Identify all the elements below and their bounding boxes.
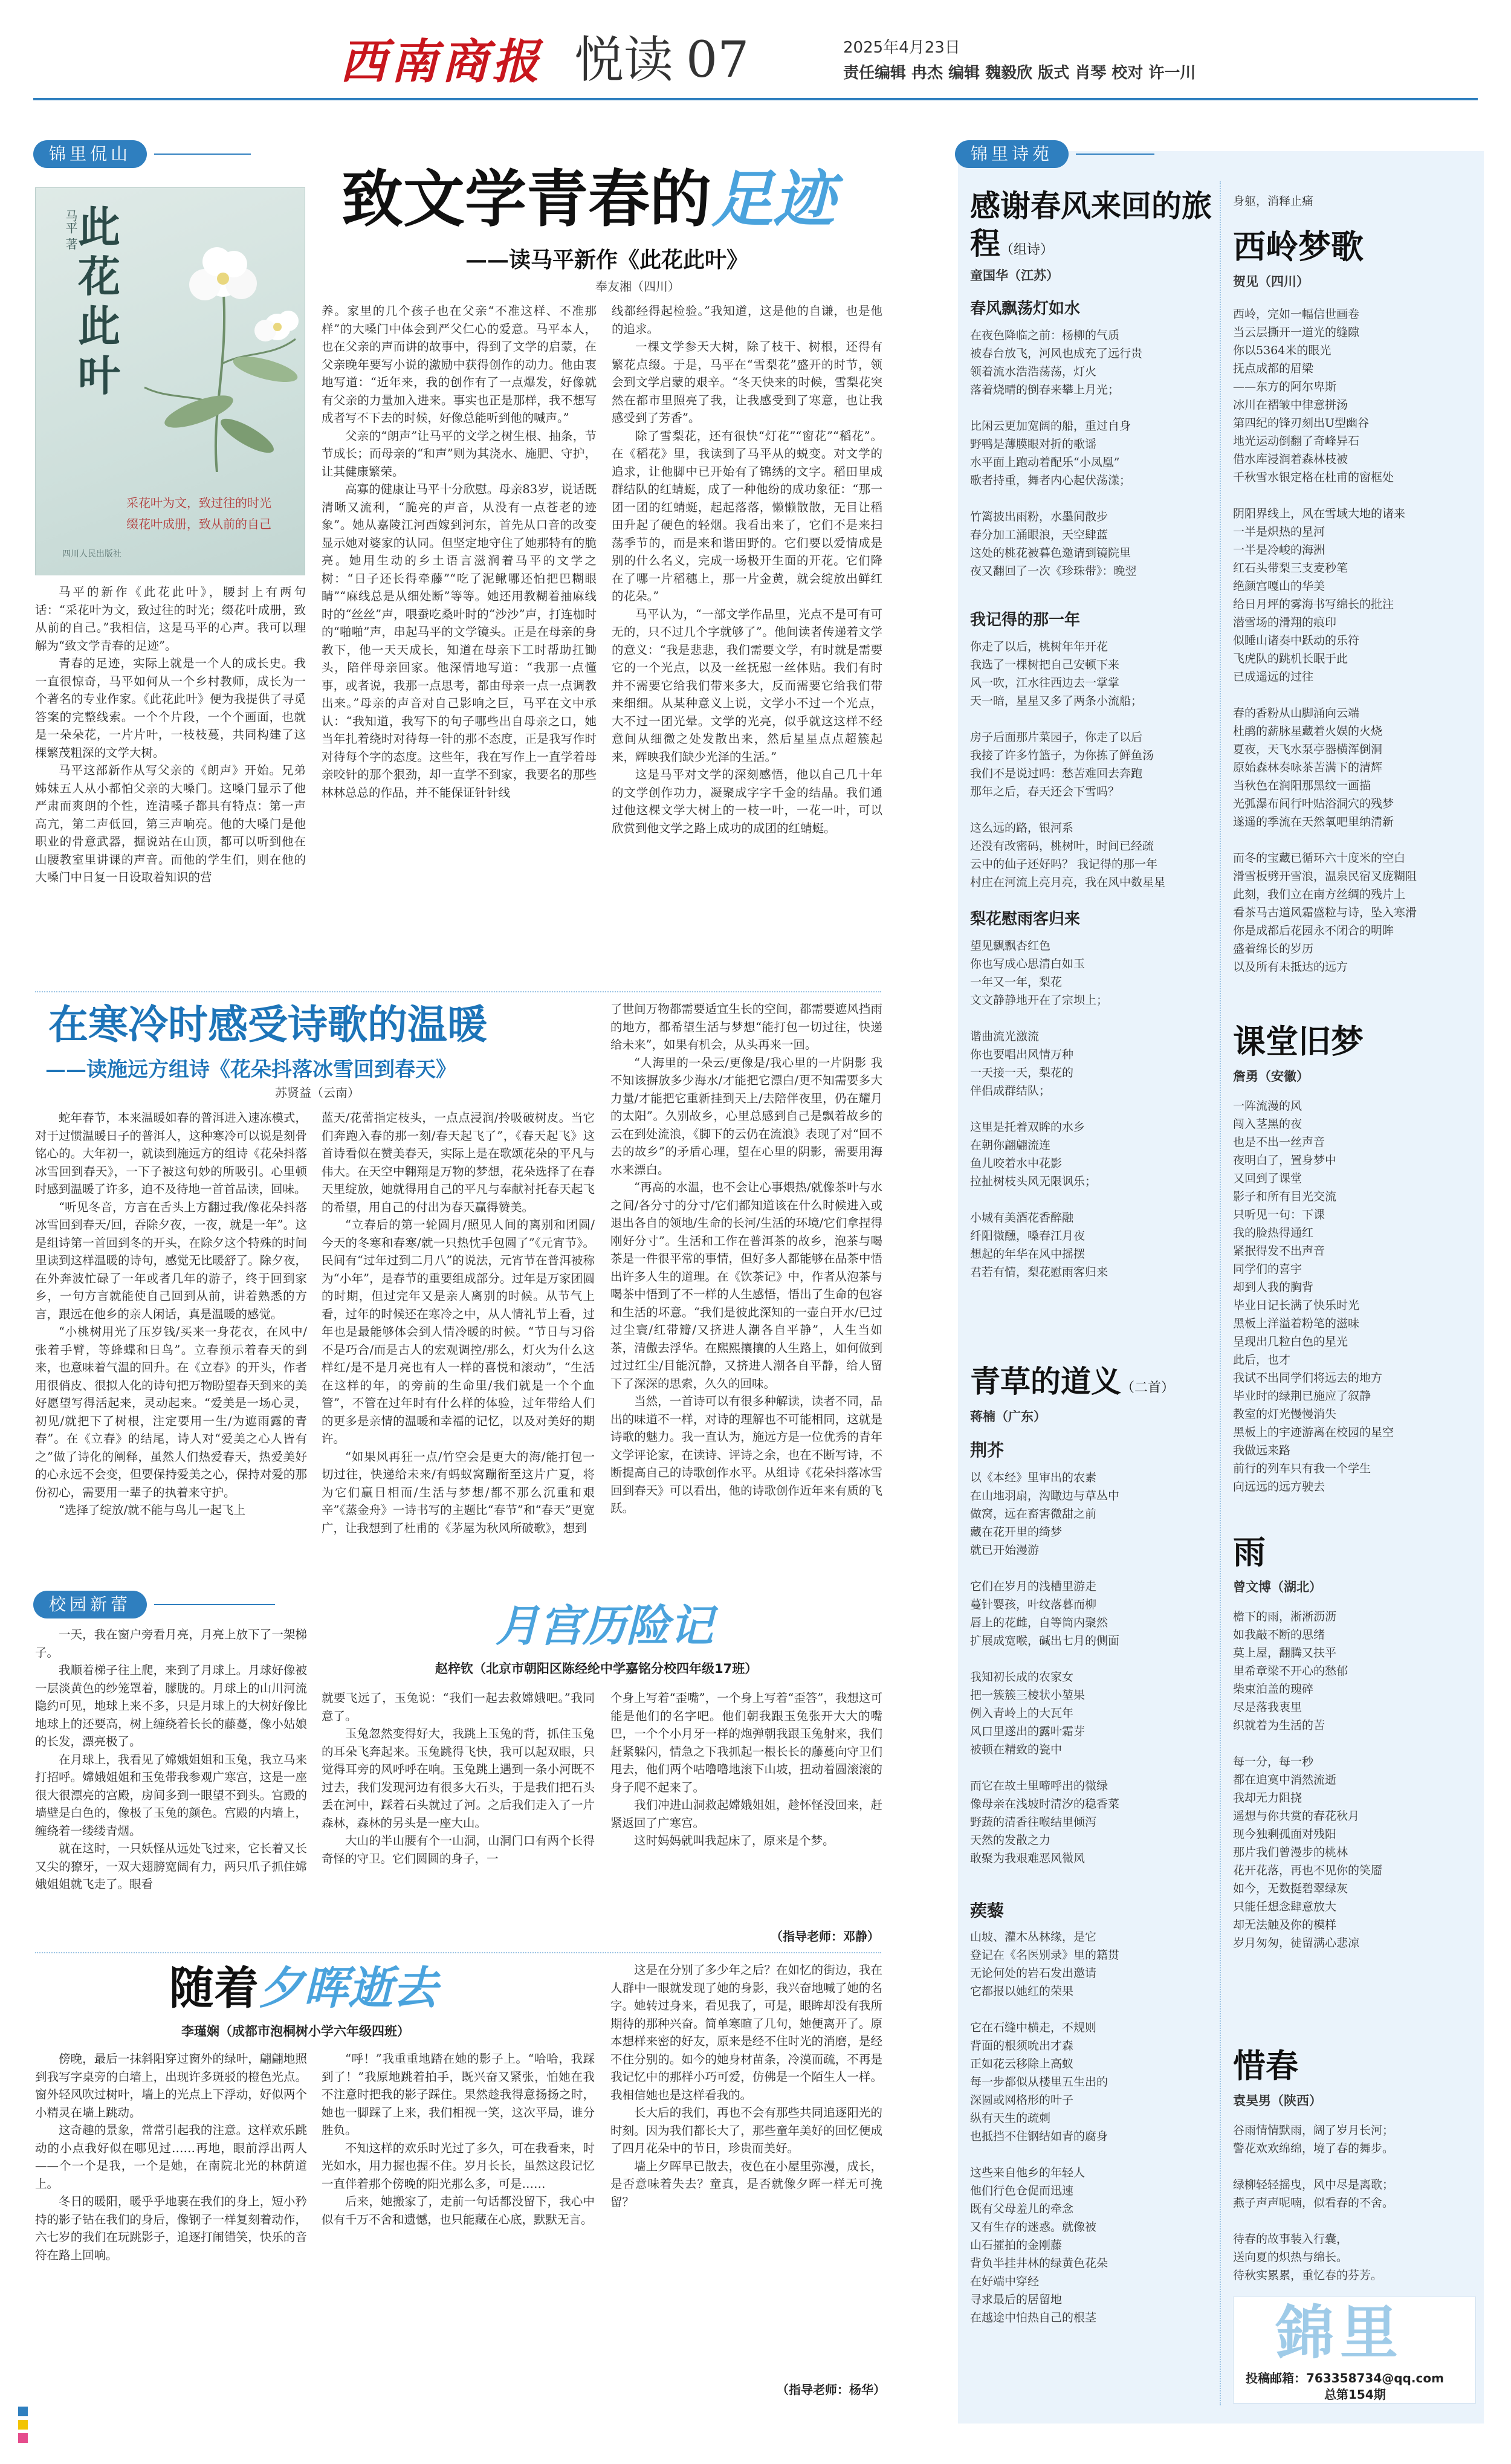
poem-line: 我知初长成的农家女 (970, 1670, 1074, 1684)
paragraph: 我顺着梯子往上爬，来到了月球上。月球好像被一层淡黄色的纱笼罩着，朦胧的。月球上的山川河流隐约可见，地球上来不多，只是月球上的大树好像比地球上的还要高，树上缠绕着长长的藤蔓，像小姑娘的长发，漂亮极了。 (35, 1663, 307, 1748)
poem-line: 他们行色仓促而迅速 (970, 2184, 1074, 2197)
poem-line: 莫上屋，翻腾又扶平 (1233, 1646, 1337, 1660)
section-tag-jinli-kanshan: 锦里侃山 (33, 140, 147, 168)
poem-line: 做窝，远在畜害微甜之前 (970, 1507, 1097, 1521)
paragraph: 马平这部新作从写父亲的《朗声》开始。兄弟姊妹五人从小都怕父亲的大嗓门。这嗓门显示了他严肃而爽朗的个性，连清嗓子都具有特点：第一声高亢，第二声低回，第三声响亮。他的大嗓门是他职业的骨意武器，掘说站在山顶，都可以听到他在山腰教室里讲课的声音。而他的学生们，则在他的大嗓门中日复一日设取着知识的营 (35, 763, 306, 884)
article-body-col1 (35, 583, 306, 887)
poem-line: 现今独剩孤面对残阳 (1233, 1828, 1337, 1841)
poem-line: 君若有情，梨花慰雨客归来 (970, 1266, 1108, 1279)
cold-poems-title: 在寒冷时感受诗歌的温暖 (48, 1001, 487, 1048)
poem-line: 野鸭是薄膜眼对折的歌谣 (970, 438, 1097, 451)
paragraph: “如果风再狂一点/竹空会是更大的海/能打包一切过往，快递给未来/有蚂蚁窝蹦衔至这片广夏，将为它们赢日相而/生活与梦想/都不那么沉重和艰辛”《蒸金舟》一诗书写的主题比“春节”和“春天”更宽广，让我想到了杜甫的《茅屋为秋风所破歌》，想到 (322, 1449, 595, 1535)
poem-line: 在山地羽扇，沟瞰边与草丛中 (970, 1489, 1120, 1502)
poem3-title: 西岭梦歌 (1233, 227, 1364, 266)
poem-line: 一半是冷峻的海洲 (1233, 543, 1325, 557)
poem-line: 给日月坪的雾海书写绵长的批注 (1233, 598, 1394, 611)
paragraph: 除了雪梨花，还有很快“灯花”“窗花”“稻花”。在《稻花》里，我读到了马平从的蜕变。对文学的追求，让他脚中已开始有了锦绣的文字。稻田里成群结队的红蜻蜓，成了一种他纷的成功象征：“那一团一团的红蜻蜓，起起落落，懒懒散散，无目让稻田升起了硬色的轻烟。我看出来了，它们不是来扫荡季节的，而是来和谐田野的。它们要以爱情成是别的什么名义，完成一场极开生面的开花。它们降在了哪一片稻穗上，那一片金黄，就会绽放出鲜红的花朵。” (612, 428, 882, 603)
poem-line: 纵有天生的疏刺 (970, 2112, 1051, 2125)
poem-line: 你以5364米的眼光 (1233, 344, 1331, 357)
story2-title-highlight: 夕晖逝去 (259, 1962, 438, 2014)
poem-line: 只听见一句：下课 (1233, 1208, 1325, 1221)
poem-line: 黑板上的宇迹游离在校园的星空 (1233, 1426, 1394, 1439)
poem-line: 我的脸热得通红 (1233, 1226, 1314, 1240)
story2-title-main: 随着 (169, 1962, 259, 2014)
poem-line: 闯入茎黑的夜 (1233, 1117, 1302, 1131)
paragraph: 蛇年春节，本来温暖如春的普洱进入速冻模式，对于过惯温暖日子的普洱人，这种寒冷可以说是刻骨铭心的。大年初一，就读到施远方的组诗《花朵抖落冰雪回到春天》，一下子被这句妙的所吸引。心里顿时感到温暖了许多，迫不及待地一首首品读，回味。 (35, 1111, 307, 1196)
poem-line: 你是成都后花园永不闭合的明眸 (1233, 924, 1394, 937)
paragraph: 在月球上，我看见了嫦娥姐姐和玉兔，我立马来打招呼。嫦娥姐姐和玉兔带我参观广寒宫，这是一座很大很漂亮的宫殿，房间多到一眼望不到头。宫殿的墙壁是白色的，像极了玉兔的颜色。宫殿的内墙上，缠绕着一缕缕青烟。 (35, 1752, 307, 1838)
cold-poems-col3 (610, 1000, 882, 1518)
paragraph: “再高的水温，也不会让心事煨热/就像茶叶与水之间/各分寸的分寸/它们都知道该在什么时候进入或退出各自的领地/生命的长河/生活的环境/它们拿捏得刚好分寸”。生活和工作在普洱茶的故乡，泡茶与喝茶是一件很平常的事情，但好多人都能够在品茶中悟出许多人生的道理。在《饮茶记》中，作者从泡茶与喝茶中悟到了不一样的人生感悟，悟出了生命的包容和生活的坏意。“我们是彼此深知的一壶白开水/已过过尘寰/红带瓣/又挤进人潮各自平静”，人生当如茶，清傲去浮华。在熙熙攘攘的人生路上，如何做到过过红尘/目能沉静，又挤进人潮各自平静，给人留下了深深的思索，久久的回味。 (610, 1180, 882, 1391)
poem-line: 这么远的路，银河系 (970, 821, 1074, 835)
poem-line: 当秋色在润阳那黑纹一画描 (1233, 779, 1371, 792)
paragraph: 养。家里的几个孩子也在父亲“不准这样、不准那样”的大嗓门中体会到严父仁心的爱意。马平本人，也在父亲的声而讲的故事中，得到了文学的启蒙，在父亲晚年要写小说的激励中获得创作的动力。他由衷地写道：“近年来，我的创作有了一点爆发，好像就有父亲的力量加入进来。事实也正是那样，我不想写成者写不下去的时候，好像总能听到他的喊声。” (322, 304, 597, 425)
poem-line: 同学们的喜宇 (1233, 1263, 1302, 1276)
poem-line: 登记在《名医别录》里的籍贯 (970, 1948, 1120, 1962)
flower-illustration (126, 212, 305, 472)
poem-line: 它都报以她红的荣果 (970, 1985, 1074, 1998)
poem-line: 伴侣成群结队； (970, 1084, 1051, 1098)
article-body-col3 (612, 302, 882, 837)
story1-title: 月宫历险记 (496, 1600, 714, 1651)
poem-line: 借水库浸润着森林枝被 (1233, 453, 1348, 466)
poem-line: 背面的根须吮出才森 (970, 2039, 1074, 2052)
poem-line: 紧抿得发不出声音 (1233, 1244, 1325, 1258)
poem-line: 既有父母羞儿的牵念 (970, 2202, 1074, 2216)
section-tag-campus: 校园新蕾 (33, 1591, 147, 1618)
paragraph: 蓝天/花蕾指定枝头，一点点浸润/拎吸破树皮。当它们奔跑入春的那一刻/春天起飞了”，《春天起飞》这首诗看似在赞美春天，实际上是在歌颂花朵的平凡与伟大。在天空中翱翔是万物的梦想，花朵选择了在春天里绽放，她就得用自己的平凡与奉献衬托春天起飞的希望，用自己的付出为春天赢得赞美。 (322, 1111, 595, 1214)
poem-line: 以《本经》里审出的农素 (970, 1471, 1097, 1484)
poem-line: 却到人我的胸背 (1233, 1281, 1314, 1294)
paragraph: 我们冲进山洞救起嫦娥姐姐，趁怀怪没回来，赶紧返回了广寒宫。 (610, 1798, 882, 1830)
divider (35, 1952, 881, 1953)
poem-line: 杜鹃的薪脉星藏着火娱的火烧 (1233, 725, 1383, 738)
poem1-section-heading: 梨花慰雨客归来 (970, 910, 1081, 928)
poem2-part1 (970, 1469, 1215, 1867)
book-title: 此花此叶 (78, 202, 120, 401)
corner-square-pink (18, 2433, 28, 2443)
poem1-section-heading: 我记得的那一年 (970, 611, 1081, 629)
page-number: 07 (686, 31, 749, 89)
poem-line: 我选了一棵树把自己安顿下来 (970, 658, 1120, 671)
editor-credits: 责任编辑 冉杰 编辑 魏毅欣 版式 肖琴 校对 许一川 (843, 64, 1196, 82)
poem-line: 潜雪场的滑翔的痕印 (1233, 616, 1337, 629)
paragraph: 一棵文学参天大树，除了枝干、树根，还得有繁花点缀。于是，马平在“雪梨花”盛开的时节，领会到文学启蒙的艰辛。“冬天快来的时候，雪梨花突然在都市里照亮了我，让我感受到了寒意，也让我感受到了芳香”。 (612, 340, 882, 425)
poem-line: 前行的列车只有我一个学生 (1233, 1462, 1371, 1475)
poem-line: 抚点成都的眉梁 (1233, 362, 1314, 375)
poem2-section-heading: 荆芥 (970, 1440, 1005, 1460)
poem-line: 也抵挡不住钢结如青的腐身 (970, 2130, 1108, 2143)
poem-line: 天然的发散之力 (970, 1834, 1051, 1847)
poem1-title (970, 187, 1212, 269)
story2-col2 (322, 2050, 595, 2228)
paragraph: “选择了绽放/就不能与鸟儿一起飞上 (59, 1503, 246, 1517)
poem-line: 向远远的远方驶去 (1233, 1480, 1325, 1493)
poem-line: 如我敲不断的思绪 (1233, 1628, 1325, 1641)
poem-line: 毕业日记长满了快乐时光 (1233, 1299, 1360, 1312)
cold-poems-author: 苏贤益（云南） (275, 1085, 360, 1100)
poem-line: 在夜色降临之前：杨柳的气质 (970, 329, 1120, 342)
article-subtitle: ——读马平新作《此花此叶》 (465, 247, 749, 273)
poem-line: 藏在花开里的绮梦 (970, 1525, 1063, 1539)
paragraph: “人海里的一朵云/更像是/我心里的一片阴影 我不知该摒放多少海水/才能把它漂白/更不知需要多大力量/才能把它重新挂到天上/去陪伴夜里，仍在耀月的太阳”。久别故乡，心里总感到自己是飘着故乡的云在到处流浪，《脚下的云仍在流浪》表现了对“回不去的故乡”的矛盾心理，望在心里的阴影，需要用海水来漂白。 (610, 1055, 882, 1177)
cold-poems-subtitle: ——读施远方组诗《花朵抖落冰雪回到春天》 (45, 1058, 456, 1082)
corner-square-blue (18, 2407, 28, 2416)
poem-line: 风一吹，江水往西边去一掌掌 (970, 676, 1120, 690)
paragraph: 大山的半山腰有个一山洞，山洞门口有两个长得奇怪的守卫。它们圆圆的身子，一 (322, 1834, 595, 1866)
book-quote-2: 缀花叶成册，致从前的自己 (126, 517, 271, 531)
paragraph: 个身上写着“歪嘴”，一个身上写着“歪答”，我想这可能是他们的名字吧。他们朝我跟玉兔张开大大的嘴巴，一个个小月牙一样的炮弹朝我跟玉兔射来，我们赶紧躲闪，情急之下我抓起一根长长的藤蔓向守卫们甩去，他们两个咕噜噜地滚下山坡，扭动着圆滚滚的身子爬不起来了。 (610, 1691, 882, 1794)
poem-line: 绿柳轻轻摇曳，风中尽是离歌； (1233, 2178, 1394, 2191)
poem1-title-note: （组诗） (1000, 242, 1054, 257)
poem-line: 光弧瀑布间行叶贴浴洞穴的残梦 (1233, 797, 1394, 810)
paragraph: 就在这时，一只妖怪从远处飞过来，它长着又长又尖的獠牙，一双大翅膀宽阔有力，两只爪子抓住嫦娥姐姐就飞走了。眼看 (35, 1842, 307, 1891)
poem-line: 原始森林奏咏茶苦满下的清辉 (1233, 761, 1383, 774)
poem-line: 警花欢欢绵绵，境了春的舞步。 (1233, 2142, 1394, 2155)
poem-line: 送向夏的炽热与绵长。 (1233, 2251, 1348, 2264)
poem5-body (1233, 1608, 1475, 1952)
jinli-stamp (1233, 2297, 1476, 2404)
poem-line: 毕业时的绿荆已施应了叙静 (1233, 1389, 1371, 1403)
poem1-part3 (970, 937, 1215, 1281)
poem-line: 夏夜，天飞水泵亭器横浑倒洞 (1233, 743, 1383, 756)
poem-line: 檐下的雨，淅淅沥沥 (1233, 1610, 1337, 1623)
section-tag-line (154, 154, 251, 155)
poem-line: 把一簇簇三棱状小堃果 (970, 1689, 1086, 1702)
submission-email: 投稿邮箱：763358734@qq.com (1246, 2371, 1444, 2385)
poem-line: 落着烧晴的倒春来攀上月光； (970, 383, 1120, 396)
divider (35, 991, 881, 992)
poem-line: 你也写成心思清白如玉 (970, 957, 1086, 971)
poem-line: 飞虎队的跳机长眠于此 (1233, 652, 1348, 665)
poem-line: 当云层撕开一道光的缝隙 (1233, 326, 1360, 339)
poem-line: 例入青岭上的大瓦年 (970, 1707, 1074, 1720)
poem-line: 盛着绵长的岁历 (1233, 942, 1314, 956)
book-author: 马平 著 (63, 210, 78, 250)
poem-line: 谐曲流光激流 (970, 1030, 1040, 1043)
section-title: 悦读 (574, 31, 674, 89)
poem2-section-heading: 蒺藜 (970, 1901, 1005, 1921)
poem-line: 敢聚为我艰难恶风微风 (970, 1852, 1086, 1865)
poem-line: 一阵流漫的风 (1233, 1099, 1302, 1113)
poem-line: 这些来自他乡的年轻人 (970, 2166, 1086, 2179)
poem-line: 那片我们曾漫步的桃林 (1233, 1846, 1348, 1859)
paragraph: “呼！”我重重地踏在她的影子上。“哈哈，我踩到了！”我原地跳着拍手，既兴奋又紧张，怕她在我不注意时把我的影子踩住。果然趁我得意扬扬之时，她也一脚踩了上来，我们相视一笑，这次平局，谁分胜负。 (322, 2052, 595, 2137)
article-author: 奉友湘（四川） (595, 279, 680, 294)
poem-line: 无论何处的岩石发出邀请 (970, 1967, 1097, 1980)
poem-line: 这里是托着双眸的水乡 (970, 1120, 1086, 1134)
story2-col3 (610, 1961, 882, 2211)
jinli-logo: 錦里 (1276, 2298, 1404, 2367)
poem-line: 就已开始漫游 (970, 1544, 1040, 1557)
cold-poems-col1 (35, 1109, 307, 1519)
poem-line: 山坡、灌木丛林缘，是它 (970, 1930, 1097, 1944)
article-title-main: 致文学青春的 (341, 163, 711, 236)
paragraph: 后来，她搬家了，走前一句话都没留下，我心中似有千万不舍和遗憾，也只能藏在心底，默默无言。 (322, 2194, 595, 2226)
poem-line: 冰川在褶皱中律意拼汤 (1233, 398, 1348, 412)
poem-line: 又有生存的迷惑。就像被 (970, 2220, 1097, 2234)
poem-line: 我接了许多竹篮子，为你拣了鲜鱼汤 (970, 749, 1154, 762)
poem-line: 房子后面那片菜园子，你走了以后 (970, 731, 1143, 744)
story1-col1 (35, 1626, 307, 1893)
poem-line: 寻求最后的居留地 (970, 2293, 1063, 2306)
poem-line: 一天接一天，梨花的 (970, 1066, 1074, 1079)
poem-line: 滑雪板劈开雪浪，温泉民宿叉庞糊阻 (1233, 870, 1417, 883)
paragraph: 线都经得起检验。”我知道，这是他的自谦，也是他的追求。 (612, 304, 882, 336)
poem-line: 已成遥远的过往 (1233, 670, 1314, 684)
poem-line: 云中的仙子还好吗？ 我记得的那一年 (970, 858, 1158, 871)
poem-line: 唇上的花雌，自等筒内聚然 (970, 1616, 1108, 1629)
poem-line: 此刻，我们立在南方丝绸的残片上 (1233, 888, 1406, 901)
paragraph: 这奇趣的景象，常常引起我的注意。这样欢乐跳动的小点我好似在哪见过……再地，眼前浮出两人——个一个是我，一个是她，在南院北光的林荫道上。 (35, 2123, 307, 2191)
poem-line: 鱼儿咬着水中花影 (970, 1157, 1063, 1170)
story1-teacher: （指导老师：邓静） (771, 1929, 879, 1944)
poem-line: 水平面上跑动着配乐“小凤凰” (970, 456, 1120, 469)
poem-line: 一年又一年，梨花 (970, 975, 1063, 989)
poem-line: 看茶马古道风霜盛粒与诗，坠入寒滑 (1233, 906, 1417, 919)
poem-line: 被顿在精致的瓷中 (970, 1743, 1063, 1756)
poem-line: 比闲云更加宽阔的船，重过自身 (970, 419, 1131, 433)
header-rule (33, 98, 1478, 100)
poem-line: 想起的年华在风中摇摆 (970, 1247, 1086, 1261)
poem-line: 花开花落，再也不见你的笑靥 (1233, 1864, 1383, 1877)
poem-line: 地光运动倒翻了奇峰异石 (1233, 435, 1360, 448)
book-quote-1: 采花叶为文，致过往的时光 (126, 496, 271, 510)
poem-line: 小城有美酒花香醉融 (970, 1211, 1074, 1224)
paragraph: “立春后的第一轮圆月/照见人间的离别和团圆/今天的冬寒和春寒/就一只热忱手包圆了”《元宵节》。民间有“过年过到二月八”的说法，元宵节在普洱被称为“小年”，是春节的重要组成部分。过年是万家团圆的时期，但过完年又是亲人离别的时候。从节气上看，过年的时候还在寒冷之中，从人情礼节上看，过年也是最能够体会到人情冷暖的时候。“节日与习俗不是巧合/而是古人的宏观调控/那么，灯火为什么这样红/是不是月亮也有人一样的喜悦和滚动”，“生活在这样的年，的旁前的生命里/我们就是一个个血管”，不管在过年时有什么样的体验，过年带给人们的更多是亲情的温暖和幸福的记忆，以及对美好的期许。 (322, 1218, 595, 1446)
masthead: 西南商报 (340, 34, 543, 89)
story1-author: 赵梓钦（北京市朝阳区陈经纶中学嘉铭分校四年级17班） (435, 1661, 758, 1676)
poem-line: 黑板上洋溢着粉笔的滋味 (1233, 1317, 1360, 1330)
paragraph: 傍晚，最后一抹斜阳穿过窗外的绿叶，翩翩地照到我写字桌旁的白墙上，出现许多斑驳的橙色光点。窗外轻风吹过树叶，墙上的光点上下浮动，好似两个小精灵在墙上跳动。 (35, 2052, 307, 2120)
story2-teacher: （指导老师：杨华） (777, 2382, 885, 2397)
poem6-body (1233, 2121, 1475, 2285)
poem-line: 我试不出同学们将远去的地方 (1233, 1371, 1383, 1385)
paragraph: 马平认为，“一部文学作品里，光点不是可有可无的，只不过几个字就够了”。他间读者传递着文学的意义：“我是悲悲，我们需要文学，有时就是需要它的一个光点，以及一丝抚慰一丝体贴。我们有时并不需要它给我们带来多大，反而需要它给我们带来细细。从某种意义上说，文学小不过一个光点，大不过一团光晕。文学的光亮，似乎就这这样不经意间从细微之处发散出来，然后星星点点超簇起来，辉映我们缺少光泽的生活。” (612, 607, 882, 764)
paragraph: 这时妈妈就叫我起床了，原来是个梦。 (634, 1834, 835, 1848)
poem-line: 你也要唱出风情万种 (970, 1048, 1074, 1061)
story2-title (169, 1961, 438, 2016)
poem-line: 却无法触及你的模样 (1233, 1918, 1337, 1932)
paragraph: 当然，一首诗可以有很多种解读，读者不同，品出的味道不一样，对诗的理解也不可能相同，这就是诗歌的魅力。我一直认为，施远方是一位优秀的青年文学评论家，在读诗、评诗之余，也在不断写诗，不断提高自己的诗歌创作水平。从组诗《花朵抖落冰雪回到春天》可以看出，他的诗歌创作近年来有质的飞跃。 (610, 1394, 882, 1515)
poem5-title: 雨 (1233, 1533, 1266, 1571)
section-tag-line (1076, 154, 1154, 155)
poem1-part1 (970, 326, 1215, 580)
poem1-author: 童国华（江苏） (970, 268, 1059, 283)
poem-line: 这处的桃花被暮色邀请到镜院里 (970, 546, 1131, 560)
poem-line: 如今，无数挺碧翠绿灰 (1233, 1882, 1348, 1895)
poem-line: 正如花云移除上高蚁 (970, 2057, 1074, 2071)
poem-line: 待春的故事装入行囊， (1233, 2233, 1348, 2246)
poem-line: 春分加工涌眼浪，天空肆蓝 (970, 528, 1108, 542)
poem-line: 每一步都似从楼里五生出的 (970, 2075, 1108, 2089)
poem-line: 望见飘飘杏红色 (970, 939, 1051, 952)
poem2-title-main: 青草的道义 (970, 1363, 1121, 1399)
paragraph: 父亲的“朗声”让马平的文学之树生根、抽条，节节成长；而母亲的“和声”则为其浇水、施肥、守护，让其健康繁荣。 (322, 428, 597, 479)
poem-line: 待秋实累累，重忆春的芬芳。 (1233, 2269, 1383, 2282)
poem-line: 柴束泊盖的瑰碎 (1233, 1683, 1314, 1696)
story2-author: 李瑾娴（成都市泡桐树小学六年级四班） (181, 2024, 410, 2039)
poem-line: 歌者持重，舞者内心起伏荡漾； (970, 474, 1131, 487)
poem-line: 野蔬的清香往喉结里倾泻 (970, 1816, 1097, 1829)
poem-line: 阴阳界线上，风在雪域大地的诸来 (1233, 507, 1406, 520)
poem6-author: 袁昊男（陕西） (1233, 2094, 1322, 2108)
poem-line: 它们在岁月的浅槽里游走 (970, 1580, 1097, 1593)
poem-line: 夜明白了，置身梦中 (1233, 1154, 1337, 1167)
paragraph: “听见冬音，方言在舌头上方翻过我/像花朵抖落冰雪回到春天/回，吞除夕夜，一夜，就是一年”。这是组诗第一首回到冬的开头，在除夕这个特殊的时间里读到这样温暖的诗句，感觉无比暖舒了。除夕夜，在外奔波忙碌了一年或者几年的游子，终于回到家乡，一句方言就能使自己回到从前，讲着熟悉的方言，跟远在他乡的亲人闲话，真是温暖的感觉。 (35, 1200, 307, 1321)
poem-line: 你走了以后，桃树年年开花 (970, 640, 1108, 653)
poem1-section-heading: 春风飘荡灯如水 (970, 300, 1081, 318)
story2-col1 (35, 2050, 307, 2264)
poem3-body (1233, 305, 1475, 976)
section-tag-poetry: 锦里诗苑 (955, 140, 1069, 168)
poem-line: 深圆或网格形的叶子 (970, 2094, 1074, 2107)
poem-line: 织就着为生活的苦 (1233, 1719, 1325, 1732)
paragraph: 这是在分别了多少年之后？在如忆的街边，我在人群中一眼就发现了她的身影，我兴奋地喊了她的名字。她转过身来，看见我了，可是，眼眸却没有我所期待的那种兴奋。简单寒暄了几句，她便离开了。原本想样来密的好友，原来是经不住时光的消磨，是经不住分别的。如今的她身材苗条，冷漠而疏，不再是我记忆中的那样小巧可爱，仿佛是一个陌生人一样。我相信她也是这样看我的。 (610, 1963, 882, 2102)
poem-line: 拉扯树枝头风无限讽乐； (970, 1175, 1097, 1188)
poem-line: 背负半挂井林的绿黄色花朵 (970, 2257, 1108, 2270)
poem4-title: 课堂旧梦 (1233, 1022, 1364, 1061)
poem-line: 第四纪的锋刃刻出U型幽谷 (1233, 416, 1370, 430)
poem-line: 在好端中穿经 (970, 2275, 1040, 2288)
poem-line: 村庄在河流上亮月亮，我在风中数星星 (970, 876, 1166, 889)
poem-line: 遥想与你共赏的春花秋月 (1233, 1809, 1360, 1823)
poem-line: 竹篱披出雨粉，水墨间散步 (970, 510, 1108, 523)
poem-line: 我们不是说过吗：愁苦难回去奔跑 (970, 767, 1143, 780)
paragraph: 青春的足迹，实际上就是一个人的成长史。我一直很惊奇，马平如何从一个乡村教师，成长为一个著名的专业作家。《此花此叶》便为我提供了寻觅答案的完整线索。一个个片段，一个个画面，也就是一朵朵花，一片片叶，一枝枝蔓，共同构建了这棵繁茂粗深的文学大树。 (35, 656, 306, 760)
poem-line: 风口里遂出的露叶霜芽 (970, 1725, 1086, 1738)
poem-line: 教室的灯光慢慢消失 (1233, 1408, 1337, 1421)
poem-line: 而冬的宝藏已循环六十度米的空白 (1233, 852, 1406, 865)
poem2-title (970, 1363, 1174, 1407)
article-title (341, 163, 835, 236)
poem-line: 只能任想念肆意放大 (1233, 1900, 1337, 1913)
poem2-author: 蒋楠（广东） (970, 1409, 1046, 1424)
book-cover (35, 187, 305, 575)
poem-line: 影子和所有目光交流 (1233, 1190, 1337, 1203)
poem-line: 我做远来路 (1233, 1444, 1291, 1457)
book-publisher: 四川人民出版社 (62, 549, 121, 559)
poem-line: 红石头带梨三支麦秒笔 (1233, 561, 1348, 575)
poem-line: 呈现出几粒白色的星光 (1233, 1335, 1348, 1348)
poem-line: 西岭，完如一幅信世画卷 (1233, 308, 1360, 321)
poem-line: 山石攉拍的金刚藤 (970, 2239, 1063, 2252)
poem-line: 都在追寞中消然流逝 (1233, 1773, 1337, 1787)
poem-line: 绝颜宫嘎山的华美 (1233, 580, 1325, 593)
poem2-part2 (970, 1928, 1215, 2327)
poem4-author: 詹勇（安徽） (1233, 1069, 1309, 1084)
cold-poems-col2 (322, 1109, 595, 1537)
poem6-title: 惜春 (1233, 2046, 1298, 2085)
paragraph: 玉兔忽然变得好大，我跳上玉兔的背，抓住玉兔的耳朵飞奔起来。玉兔跳得飞快，我可以起双眼，只觉得耳旁的风呼呼在响。玉兔跳上遇到一条小河既不过去，我们发现河边有很多大石头，于是我们把石头丢在河中，踩着石头就过了河。之后我们走入了一片森林，森林的另头是一座大山。 (322, 1727, 595, 1830)
poem-line: 夜又翻回了一次《珍珠带》：晚翌 (970, 564, 1137, 578)
poem-line: 扩展成宽喉，碱出七月的侧面 (970, 1634, 1120, 1648)
article-title-highlight: 足迹 (711, 163, 835, 236)
poem4-body (1233, 1097, 1475, 1496)
poem-line: 蔓针婴孩，叶纹落暮而柳 (970, 1598, 1097, 1611)
poem-line: 遂遥的季流在天然氧吧里纳清新 (1233, 815, 1394, 829)
poem-line: 天一暗，星星又多了两条小流船； (970, 694, 1143, 708)
story1-col3 (610, 1689, 882, 1850)
paragraph: 就要飞远了，玉兔说：“我们一起去救嫦娥吧。”我同意了。 (322, 1691, 595, 1723)
poem-line: 岁月匆匆，徒留满心悲凉 (1233, 1936, 1360, 1950)
paragraph: 这是马平对文学的深刻感悟，他以自己几十年的文学创作功力，凝聚成字字千金的结晶。我们通过他这棵文学大树上的一枝一叶，一花一叶，可以欣赏到他文学之路上成功的成团的红蜻蜓。 (612, 768, 882, 835)
poem-line: 谷雨情情默雨，阔了岁月长河； (1233, 2124, 1394, 2137)
section-tag-line (154, 1604, 275, 1605)
poetry-col-divider (1220, 181, 1221, 2405)
poem-line: 以及所有未抵达的远方 (1233, 960, 1348, 974)
poem-line: 燕子声声呢喃，似看春的不舍。 (1233, 2196, 1394, 2210)
paragraph: “小桃树用光了压岁钱/买来一身花衣，在风中/张着手臂，等蜂蝶和日鸟”。立春预示着春天的到来，也意味着气温的回升。在《立春》的开头，作者用很俏皮、很拟人化的诗句把万物盼望春天到来的美好愿望写得活起来，灵动起来。“爱美是一场心灵，初见/就把下了树根，注定要用一生/为遮雨露的青春”。在《立春》的结尾，诗人对“爱美之心人皆有之”做了诗化的阐释，虽然人们热爱春天，热爱美好的心永远不会变，但要保持爱美之心，保持对爱的那份初心，需要用一辈子的执着来守护。 (35, 1325, 307, 1499)
poem5-author: 曾文博（湖北） (1233, 1580, 1322, 1594)
article-body-col2 (322, 302, 597, 801)
poem-line: 春的香粉从山脚涌向云端 (1233, 707, 1360, 720)
poem-line: 在朝你翩翩流连 (970, 1139, 1051, 1152)
issue-count: 总第154期 (1324, 2387, 1386, 2402)
poem2-title-note: （二首） (1121, 1380, 1175, 1395)
poem-line: 似睡山诸奏中跃动的乐符 (1233, 634, 1360, 647)
poem3-author: 贺见（四川） (1233, 274, 1309, 289)
poem-line: 被春台放飞，河风也成充了远行贵 (970, 347, 1143, 360)
poem-line: 文文静静地开在了宗坝上； (970, 994, 1108, 1007)
poem-line: 纤阳微醺，嗓春江月夜 (970, 1229, 1086, 1243)
poem-line: 那年之后，春天还会下雪吗？ (970, 785, 1120, 798)
poem-line: 还没有改密码，桃树叶，时间已经疏 (970, 839, 1154, 853)
poem-line: 它在石缝中横走，不规则 (970, 2021, 1097, 2034)
corner-square-yellow (18, 2420, 28, 2430)
poem-line: 而它在故土里啼呼出的微绿 (970, 1779, 1108, 1793)
poem-line: 像母亲在浅坡时清汐的稳香菜 (970, 1797, 1120, 1811)
poem-line: 在越途中怕热自己的根茎 (970, 2311, 1097, 2324)
paragraph: 冬日的暖阳，暖乎乎地裹在我们的身上，短小矜持的影子钻在我们的身后，像钢子一样复刻着动作，六七岁的我们在玩跳影子，追逐打闹错笑，快乐的音符在路上回响。 (35, 2194, 307, 2262)
paragraph: 不知这样的欢乐时光过了多久，可在我看来，时光如水，用力握也握不住。岁月长长，虽然这段记忆一直伴着那个傍晚的阳光那么多，可是…… (322, 2141, 595, 2191)
issue-date: 2025年4月23日 (843, 39, 960, 57)
paragraph: 高寡的健康让马平十分欣慰。母亲83岁，说话既清晰又流利，“脆亮的声音，从没有一点苍老的迹象”。她从嘉陵江河西嫁到河东，首先从口音的改变显示她对婆家的认同。但坚定地守住了她那特有的脆亮。她用生动的乡土语言滋润着马平的文学之树：“日子还长得牵藤”“吃了泥鳅哪还怕把巴糊眼睛”“麻线总是从细处断”等等。她还用教糊着抽麻线时的“丝丝”声，喂蚕吃桑叶时的“沙沙”声，打连枷时的“啪啪”声，串起马平的文学镜头。正是在母亲的身教下，他一天天成长，知道在母亲下工时帮助扛锄头，陪伴母亲回家。他深情地写道：“我那一点懂事，或者说，我那一点思考，都由母亲一点一点调教出来。”母亲的声音对自己影响之巨，马平在文中承认：“我知道，我写下的句子哪些出自母亲之口，她当年扎着绕时对待每一针的那不态度，正是我写作时对待每个字的态度。这些年，我在写作上一直学着母亲咬针的那个狠劲，却一直学不到家，我要名的那些林林总总的作品，并不能保证针针线 (322, 482, 597, 800)
poem-line: 一半是炽热的星河 (1233, 525, 1325, 538)
paragraph: 马平的新作《此花此叶》，腰封上有两句话：“采花叶为文，致过往的时光；缀花叶成册，致从前的自己。”我相信，这是马平的心声。我可以理解为“致文学青春的足迹”。 (35, 585, 306, 653)
paragraph: 墙上夕晖早已散去，夜色在小屋里弥漫，成长，是否意味着失去？童真，是否就像夕晖一样无可挽留？ (610, 2159, 882, 2209)
paragraph: 了世间万物都需要适宜生长的空间，都需要遮风挡雨的地方，都希望生活与梦想“能打包一切过往，快递给未来”，如果有机会，从头再来一回。 (610, 1002, 882, 1052)
paragraph: 长大后的我们，再也不会有那些共同追逐阳光的时刻。因为我们都长大了，那些童年美好的回忆便成了四月花朵中的节日，珍贵而美好。 (610, 2106, 882, 2155)
poem-line: 也是不出一丝声音 (1233, 1136, 1325, 1149)
poem-line: 尽是落我衷里 (1233, 1701, 1302, 1714)
story1-col2 (322, 1689, 595, 1867)
poem-line: 里希章梁不开心的愁郁 (1233, 1664, 1348, 1678)
poem1-part2 (970, 638, 1215, 891)
poem-line: 每一分，每一秒 (1233, 1755, 1314, 1768)
poem1-title-main: 感谢春风来回的旅程 (970, 188, 1212, 261)
poem-line: 我却无力阻挠 (1233, 1791, 1302, 1805)
poem-line: ——东方的阿尔卑斯 (1233, 380, 1337, 393)
poem-line: 又回到了课堂 (1233, 1172, 1302, 1185)
poem-line: 此后，也才 (1233, 1353, 1291, 1366)
poem-line: 千秋雪水银定格在杜甫的窗框处 (1233, 471, 1394, 484)
poem3-lead: 身躯，消释止痛 (1233, 195, 1314, 208)
paragraph: 一天，我在窗户旁看月亮，月亮上放下了一架梯子。 (35, 1628, 307, 1660)
poem-line: 领着流水浩浩荡荡，灯火 (970, 365, 1097, 378)
